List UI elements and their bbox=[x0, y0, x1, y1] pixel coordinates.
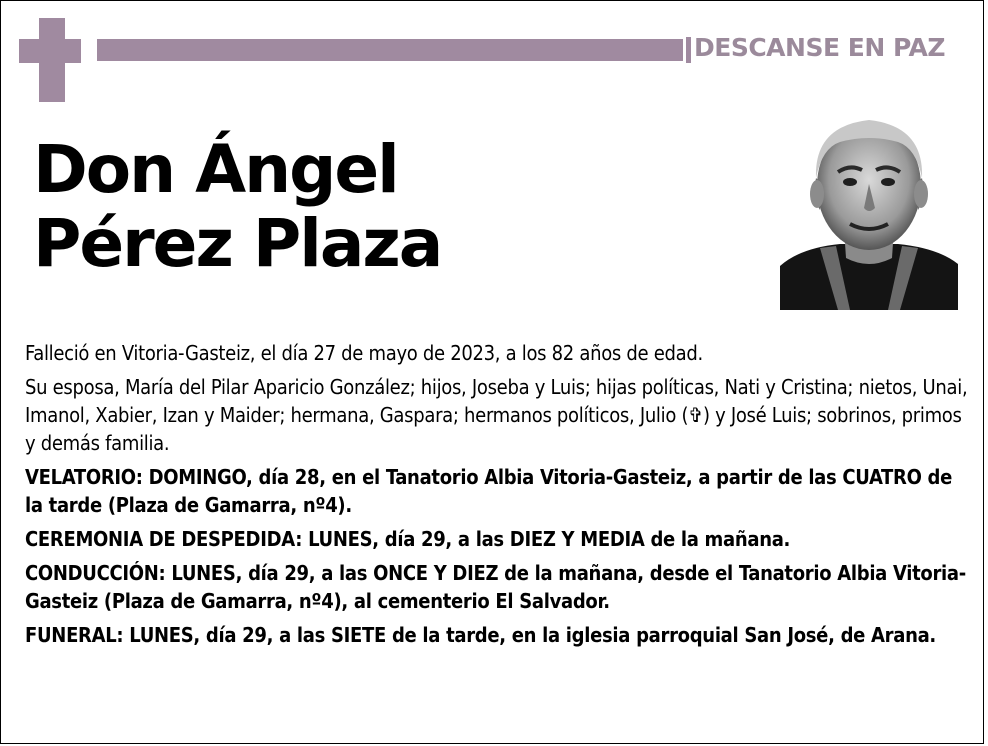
funeral-info: FUNERAL: LUNES, día 29, a las SIETE de la tarde, en la iglesia parroquial San José, de Arana. bbox=[25, 623, 936, 647]
deceased-name-line2: Pérez Plaza bbox=[33, 205, 442, 282]
header-rule bbox=[97, 39, 683, 61]
cross-icon-horizontal bbox=[19, 39, 81, 63]
farewell-ceremony-info: CEREMONIA DE DESPEDIDA: LUNES, día 29, a las DIEZ Y MEDIA de la mañana. bbox=[25, 527, 791, 551]
portrait-photo bbox=[780, 98, 958, 310]
notice-body bbox=[25, 339, 969, 655]
death-announcement: Falleció en Vitoria-Gasteiz, el día 27 de mayo de 2023, a los 82 años de edad. bbox=[25, 341, 703, 365]
portrait-photo-icon bbox=[780, 98, 958, 310]
deceased-name-line1: Don Ángel bbox=[33, 131, 398, 208]
family-list: Su esposa, María del Pilar Aparicio González; hijos, Joseba y Luis; hijas políticas, Nati y Cristina; nietos, Unai, Imanol, Xabier, Izan y Maider; hermana, Gaspara; hermanos políticos, Julio (✞) y José Luis; sobrinos, primos y demás familia. bbox=[25, 375, 968, 455]
header-rule-divider bbox=[686, 37, 691, 63]
deceased-name bbox=[33, 133, 441, 281]
procession-info: CONDUCCIÓN: LUNES, día 29, a las ONCE Y DIEZ de la mañana, desde el Tanatorio Albia Vitoria-Gasteiz (Plaza de Gamarra, nº4), al cementerio El Salvador. bbox=[25, 561, 966, 613]
wake-info: VELATORIO: DOMINGO, día 28, en el Tanatorio Albia Vitoria-Gasteiz, a partir de las CUATRO de la tarde (Plaza de Gamarra, nº4). bbox=[25, 465, 953, 517]
header-label: DESCANSE EN PAZ bbox=[694, 33, 945, 62]
